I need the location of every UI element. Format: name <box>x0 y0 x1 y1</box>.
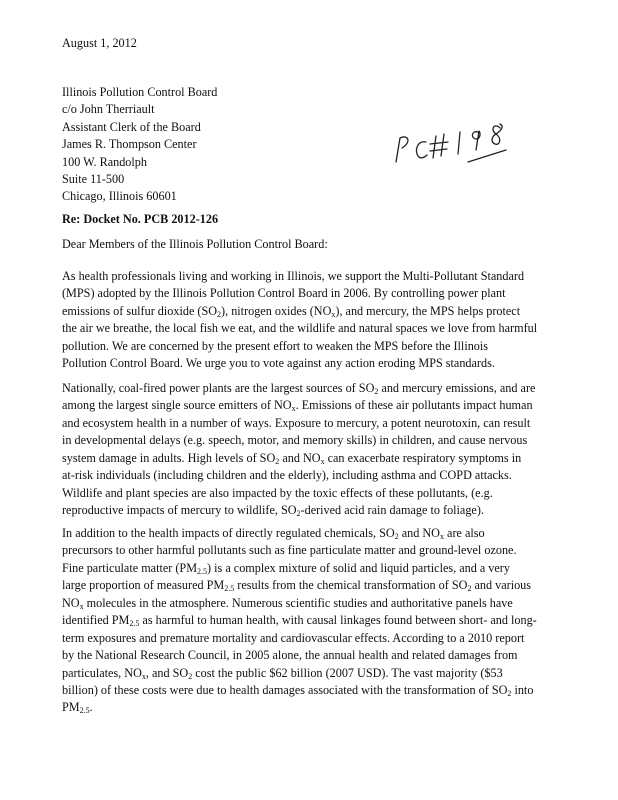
p3-line: Fine particulate matter $(PM_{2.5})$ is a complex mixture of solid and liquid particles, and a very <box>62 560 510 576</box>
p1-line: As health professionals living and working in Illinois, we support the Multi-Pollutant Standard <box>62 269 525 283</box>
p3-line: $NO_x$ molecules in the atmosphere. Numerous scientific studies and authoritative panels have <box>62 595 513 611</box>
paragraph-2 <box>62 380 590 520</box>
p2-line: among the largest single source emitters of $NO_x$. Emissions of these air pollutants impact human <box>62 398 533 414</box>
p2-line: at-risk individuals (including children and the elderly), including asthma and COPD attacks. <box>62 468 512 483</box>
p3-line: by the National Research Council, in 2005 alone, the annual health and related damages from <box>62 648 518 663</box>
p3-line: In addition to the health impacts of directly regulated chemicals, $SO_2$ and $NO_x$ are also <box>62 526 485 541</box>
p1-line: the air we breathe, the local fish we eat, and the wildlife and natural spaces we love from harmful <box>62 321 538 336</box>
address-line: Suite 11-500 <box>62 171 125 186</box>
p2-line: Nationally, coal-fired power plants are the largest sources of $SO_2$ and mercury emissions, and are <box>62 381 536 396</box>
p2-line: reproductive impacts of mercury to wildlife, $SO_2$-derived acid rain damage to foliage). <box>62 503 484 519</box>
p3-line: precursors to other harmful pollutants such as fine particulate matter and ground-level ozone. <box>62 543 517 558</box>
paragraph-3 <box>62 525 590 717</box>
address-line: Chicago, Illinois 60601 <box>62 189 177 204</box>
paragraph-1 <box>62 268 590 373</box>
handwritten-pc-number <box>392 120 522 170</box>
address-line: Illinois Pollution Control Board <box>62 85 218 99</box>
p1-line: (MPS) adopted by the Illinois Pollution Control Board in 2006. By controlling power plant <box>62 286 506 301</box>
p2-line: in developmental delays (e.g. speech, motor, and memory skills) in children, and cause nervous <box>62 433 528 448</box>
salutation: Dear Members of the Illinois Pollution Control Board: <box>62 237 328 251</box>
p1-line: Pollution Control Board. We urge you to vote against any action eroding MPS standards. <box>62 356 495 371</box>
address-line: Assistant Clerk of the Board <box>62 119 201 134</box>
p3-line: identified $PM_{2.5}$ as harmful to human health, with causal linkages found between short- and long- <box>62 613 537 629</box>
p3-line: large proportion of measured $PM_{2.5}$ results from the chemical transformation of $SO_2$ and various <box>62 578 532 594</box>
p3-line: billion) of these costs were due to health damages associated with the transformation of $SO_2$ into <box>62 682 534 698</box>
p1-line: emissions of sulfur dioxide $(SO_2)$, nitrogen oxides $(NO_x)$, and mercury, the MPS helps protect <box>62 303 521 319</box>
address-line: 100 W. Randolph <box>62 154 147 169</box>
p3-line: $PM_{2.5}$. <box>62 700 93 716</box>
re-line: Re: Docket No. PCB 2012-126 <box>62 212 219 226</box>
address-line: James R. Thompson Center <box>62 137 197 152</box>
p2-line: system damage in adults. High levels of $SO_2$ and $NO_x$ can exacerbate respiratory symptoms in <box>62 450 522 466</box>
address-line: c/o John Therriault <box>62 102 155 117</box>
p1-line: pollution. We are concerned by the present effort to weaken the MPS before the Illinois <box>62 338 489 353</box>
letter-date: August 1, 2012 <box>62 36 137 50</box>
p3-line: term exposures and premature mortality and cardiovascular effects. According to a 2010 report <box>62 630 525 645</box>
p3-line: particulates, $NO_x$, and $SO_2$ cost the public $62 billion (2007 USD). The vast majority ($53 <box>62 665 503 681</box>
p2-line: and ecosystem health in a number of ways. Exposure to mercury, a potent neurotoxin, can result <box>62 415 531 430</box>
p2-line: Wildlife and plant species are also impacted by the toxic effects of these pollutants, (e.g. <box>62 485 493 500</box>
